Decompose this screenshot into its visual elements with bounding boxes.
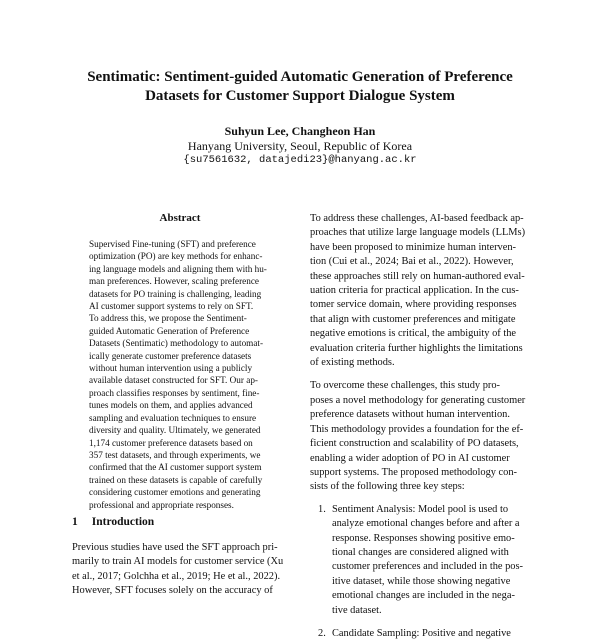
authors: Suhyun Lee, Changheon Han <box>224 124 376 138</box>
section-number: 1 <box>72 516 78 528</box>
body-line: these approaches still rely on human-authored eval- <box>310 270 525 282</box>
paper-title <box>0 68 600 106</box>
body-line: This methodology provides a foundation for the ef- <box>310 423 524 435</box>
body-line: poses a novel methodology for generating customer <box>310 394 526 406</box>
list-item-number: 2. <box>318 627 326 639</box>
paper-title-line-2: Datasets for Customer Support Dialogue System <box>145 88 455 104</box>
body-line: negative emotions is critical, the ambiguity of the <box>310 328 517 340</box>
abstract-line: trained on these datasets is capable of carefully <box>89 474 263 485</box>
abstract-heading: Abstract <box>159 212 201 224</box>
body-line: of existing methods. <box>310 357 395 369</box>
abstract-line: guided Automatic Generation of Preference <box>89 325 250 336</box>
abstract-body <box>89 238 273 511</box>
body-line: uation criteria for practical application. In the cus- <box>310 285 519 297</box>
abstract-line: 357 test datasets, and through experiments, we <box>89 449 261 460</box>
intro-line: However, SFT focuses solely on the accuracy of <box>72 585 273 597</box>
list-line: customer preferences and included in the pos- <box>332 561 523 573</box>
intro-line: marily to train AI models for customer service (Xu <box>72 556 284 568</box>
list-line: Candidate Sampling: Positive and negative <box>332 627 511 639</box>
body-line: proaches that utilize large language models (LLMs) <box>310 227 526 239</box>
list-line: emotional changes are included in the nega- <box>332 590 515 602</box>
right-column <box>310 212 530 641</box>
body-line: that align with customer preferences and mitigate <box>310 313 516 325</box>
abstract-line: optimization (PO) are key methods for enhanc- <box>89 251 263 262</box>
abstract-line: diversity and quality. Ultimately, we generated <box>89 425 261 436</box>
abstract-line: considering customer emotions and generating <box>89 487 261 498</box>
abstract-line: To address this, we propose the Sentiment- <box>89 313 247 324</box>
body-line: have been proposed to minimize human interven- <box>310 241 517 253</box>
list-item-number: 1. <box>318 503 326 515</box>
body-line: preference datasets without human intervention. <box>310 409 510 421</box>
body-line: tion (Cui et al., 2024; Bai et al., 2022). However, <box>310 256 514 268</box>
abstract-line: AI customer support systems to rely on SFT. <box>89 301 254 312</box>
body-line: To overcome these challenges, this study pro- <box>310 380 501 392</box>
abstract-line: Datasets (Sentimatic) methodology to automat- <box>89 338 264 349</box>
emails: {su7561632, datajedi23}@hanyang.ac.kr <box>183 154 417 166</box>
abstract-line: ing language models and aligning them with hu- <box>89 263 267 274</box>
abstract-line: man preferences. However, scaling preference <box>89 276 260 287</box>
abstract-line: without human intervention using a publicly <box>89 363 253 374</box>
abstract-line: datasets for PO training is challenging, leading <box>89 288 262 299</box>
body-line: support systems. The proposed methodology con- <box>310 466 518 478</box>
list-item <box>310 503 530 618</box>
abstract-line: sampling and evaluation techniques to ensure <box>89 412 257 423</box>
abstract-line: available dataset constructed for SFT. Our ap- <box>89 375 258 386</box>
paragraph-methodology <box>310 379 530 494</box>
intro-line: Previous studies have used the SFT approach pri- <box>72 542 278 553</box>
list-item <box>310 627 530 641</box>
abstract-line: professional and appropriate responses. <box>89 499 234 510</box>
abstract-line: 1,174 customer preference datasets based on <box>89 437 253 448</box>
abstract-line: proach classifies responses by sentiment, fine- <box>89 387 260 398</box>
body-line: tomer service domain, where providing responses <box>310 299 517 311</box>
list-line: tive dataset. <box>332 604 382 616</box>
introduction-body <box>72 541 294 599</box>
introduction-heading <box>72 516 168 528</box>
affiliation: Hanyang University, Seoul, Republic of Korea <box>187 139 413 153</box>
body-line: To address these challenges, AI-based feedback ap- <box>310 213 524 224</box>
list-line: tional changes are considered aligned with <box>332 546 509 558</box>
abstract-line: confirmed that the AI customer support system <box>89 462 262 473</box>
abstract-line: Supervised Fine-tuning (SFT) and preference <box>89 239 256 249</box>
abstract-line: tunes models on them, and applies advanced <box>89 400 253 411</box>
body-line: enabling a wider adoption of PO in AI customer <box>310 452 510 464</box>
list-line: Sentiment Analysis: Model pool is used to <box>332 503 509 515</box>
key-steps-list <box>310 503 530 641</box>
list-line: response. Responses showing positive emo- <box>332 532 515 544</box>
body-line: ficient construction and scalability of PO datasets, <box>310 438 519 450</box>
section-title: Introduction <box>91 516 155 528</box>
intro-line: et al., 2017; Golchha et al., 2019; He et al., 2022). <box>72 570 281 582</box>
body-line: sists of the following three key steps: <box>310 481 465 493</box>
body-line: evaluation criteria further highlights the limitations <box>310 342 523 354</box>
paragraph-challenges <box>310 212 530 370</box>
paper-title-line-1: Sentimatic: Sentiment-guided Automatic Generation of Preference <box>87 69 513 85</box>
abstract-line: ically generate customer preference datasets <box>89 350 252 361</box>
list-line: itive dataset, while those showing negative <box>332 575 511 587</box>
list-line: analyze emotional changes before and after a <box>332 518 520 530</box>
